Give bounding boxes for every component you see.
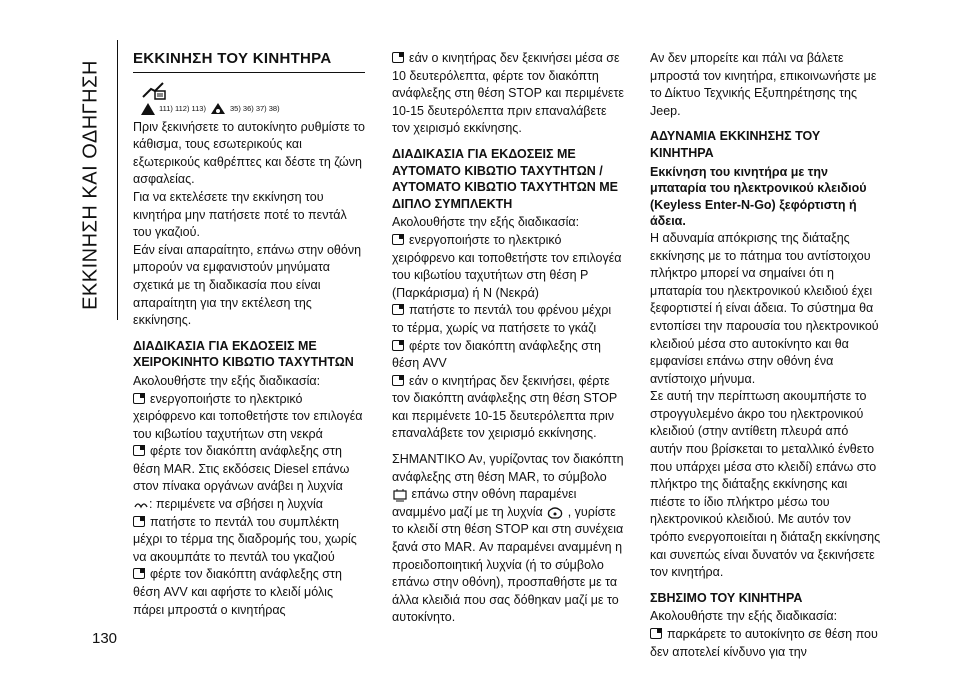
subsection-title: ΑΔΥΝΑΜΙΑ ΕΚΚΙΝΗΣΗΣ ΤΟΥ ΚΙΝΗΤΗΡΑ [650,129,821,160]
bullet-icon [133,445,145,456]
engine-failure-icon [392,488,408,502]
bullet-icon [392,304,404,315]
section-title: ΕΚΚΙΝΗΣΗ ΤΟΥ ΚΙΝΗΤΗΡΑ [133,50,365,73]
paragraph: Η αδυναμία απόκρισης της διάταξης εκκίνησης με το πάτημα του αντίστοιχου πλήκτρο μπορεί να σημαίνει ότι η μπαταρία του ηλεκτρονικού κλειδιού έχει ξεφορτιστεί ή είναι άδεια. Το σύστημα θα εντοπίσει την παρουσία του ηλεκτρονικού κλειδιού μέσα στο αυτοκίνητο και θα εμφανίσει επάνω στην οθόνη ένα αντίστοιχο μήνυμα. [650,230,879,386]
list-item: πατήστε το πεντάλ του συμπλέκτη μέχρι το τέρμα της διαδρομής του, χωρίς να ακουμπάτε το πεντάλ του γκαζιού [133,514,357,564]
list-item: εάν ο κινητήρας δεν ξεκινήσει μέσα σε 10 δευτερόλεπτα, φέρτε τον διακόπτη ανάφλεξης στη θέση STOP και περιμένετε 10-15 δευτερόλεπτα πριν επαναλάβετε τον χειρισμό εκκίνησης. [392,51,625,136]
list-item: ενεργοποιήστε το ηλεκτρικό χειρόφρενο και τοποθετήστε τον επιλογέα του κιβωτίου ταχυτήτων στη θέση P (Παρκάρισμα) ή N (Νεκρά) [392,232,622,300]
list-item: φέρτε τον διακόπτη ανάφλεξης στη θέση AVV και αφήστε το κλειδί μόλις πάρει μπροστά ο κινητήρας [133,567,342,617]
bullet-icon [392,340,404,351]
bullet-icon [133,568,145,579]
glow-plug-icon [133,500,149,510]
bullet-icon [392,375,404,386]
immobilizer-icon [546,506,564,520]
list-item: ενεργοποιήστε το ηλεκτρικό χειρόφρενο και τοποθετήστε τον επιλογέα του κιβωτίου ταχυτήτων στη νεκρά [133,391,363,441]
environment-refs: 35) 36) 37) 38) [229,103,280,113]
paragraph: Ακολουθήστε την εξής διαδικασία: [650,609,838,624]
subsection-title: ΣΒΗΣΙΜΟ ΤΟΥ ΚΙΝΗΤΗΡΑ [650,590,803,605]
bullet-icon [650,628,662,639]
column-3 [650,50,882,661]
paragraph: Για να εκτελέσετε την εκκίνηση του κινητήρα μην πατήσετε ποτέ το πεντάλ του γκαζιού. [133,189,347,240]
chapter-title: ΕΚΚΙΝΗΣΗ ΚΑΙ ΟΔΗΓΗΣΗ [79,60,102,310]
hand-reading-icon [141,79,167,101]
list-item: φέρτε τον διακόπτη ανάφλεξης στη θέση AVV [392,338,601,371]
warning-icon [141,103,155,115]
paragraph: Εάν είναι απαραίτητο, επάνω στην οθόνη μπορούν να εμφανιστούν μηνύματα σχετικά με τη διαδικασία που είναι απαραίτητη για την εκτέλεση της εκκίνησης. [133,242,362,328]
paragraph: Πριν ξεκινήσετε το αυτοκίνητο ρυθμίστε το κάθισμα, τους εσωτερικούς και εξωτερικούς καθρέπτες και δέστε τη ζώνη ασφαλείας. [133,119,365,187]
subsection-title: ΔΙΑΔΙΚΑΣΙΑ ΓΙΑ ΕΚΔΟΣΕΙΣ ΜΕ ΧΕΙΡΟΚΙΝΗΤΟ ΚΙΒΩΤΙΟ ΤΑΧΥΤΗΤΩΝ [133,338,354,370]
warning-refs: 111) 112) 113) [159,103,206,113]
bold-subheading: Εκκίνηση του κινητήρα με την μπαταρία του ηλεκτρονικού κλειδιού (Keyless Enter-N-Go) ξεφόρτιστη ή άδεια. [650,164,867,229]
paragraph: Αν δεν μπορείτε και πάλι να βάλετε μπροστά τον κινητήρα, επικοινωνήστε με το Δίκτυο Τεχνικής Εξυπηρέτησης της Jeep. [650,51,877,118]
list-item: φέρτε τον διακόπτη ανάφλεξης στη θέση MAR. Στις εκδόσεις Diesel επάνω στον πίνακα οργάνων ανάβει η λυχνία : περιμένετε να σβήσει η λυχνία [133,444,350,512]
bullet-icon [133,393,145,404]
important-note: ΣΗΜΑΝΤΙΚΟ Αν, γυρίζοντας τον διακόπτη ανάφλεξης στη θέση MAR, το σύμβολο επάνω στην οθόνη παραμένει αναμμένο μαζί με τη λυχνία , γυρίστε το κλειδί στη θέση STOP και στη συνέχεια ξανά στο MAR. Αν παραμένει αναμμένη η προειδοποιητική λυχνία (ή το σύμβολο επάνω στην οθόνη), προσπαθήστε με τα άλλα κλειδιά που σας δόθηκαν μαζί με το αυτοκίνητο. [392,452,624,625]
paragraph: Σε αυτή την περίπτωση ακουμπήστε το στρογγυλεμένο άκρο του ηλεκτρονικού κλειδιού (στην αντίθετη πλευρά από αυτήν που βρίσκεται το μεταλλικό ένθετο που υπάρχει μέσα στο κλειδί) επάνω στο πλήκτρο της διάταξης εκκίνησης και πιέστε το ίδιο πλήκτρο μέσω του ηλεκτρονικού κλειδιού. Με αυτόν τον τρόπο ενεργοποιείται η διάταξη εκκίνησης και συνεπώς είναι δυνατόν να ξεκινήσετε τον κινητήρα. [650,389,881,580]
bullet-icon [392,52,404,63]
bullet-icon [133,516,145,527]
paragraph: Ακολουθήστε την εξής διαδικασία: [392,215,580,230]
paragraph: Ακολουθήστε την εξής διαδικασία: [133,373,321,388]
column-1 [133,50,365,619]
list-item: πατήστε το πεντάλ του φρένου μέχρι το τέρμα, χωρίς να πατήσετε το γκάζι [392,303,612,335]
column-2 [392,50,624,627]
subsection-title: ΔΙΑΔΙΚΑΣΙΑ ΓΙΑ ΕΚΔΟΣΕΙΣ ΜΕ ΑΥΤΟΜΑΤΟ ΚΙΒΩΤΙΟ ΤΑΧΥΤΗΤΩΝ / ΑΥΤΟΜΑΤΟ ΚΙΒΩΤΙΟ ΤΑΧΥΤΗΤΩΝ ΜΕ ΔΙΠΛΟ ΣΥΜΠΛΕΚΤΗ [392,146,618,211]
reference-row [141,101,365,117]
side-divider [117,40,118,320]
bullet-icon [392,234,404,245]
list-item: εάν ο κινητήρας δεν ξεκινήσει, φέρτε τον διακόπτη ανάφλεξης στη θέση STOP και περιμένετε 10-15 δευτερόλεπτα πριν επαναλάβετε τον χειρισμό εκκίνησης. [392,373,618,441]
page-number: 130 [92,630,118,647]
environment-icon [210,102,226,115]
list-item: παρκάρετε το αυτοκίνητο σε θέση που δεν αποτελεί κίνδυνο για την [650,627,878,659]
chapter-side-tab [62,20,120,350]
